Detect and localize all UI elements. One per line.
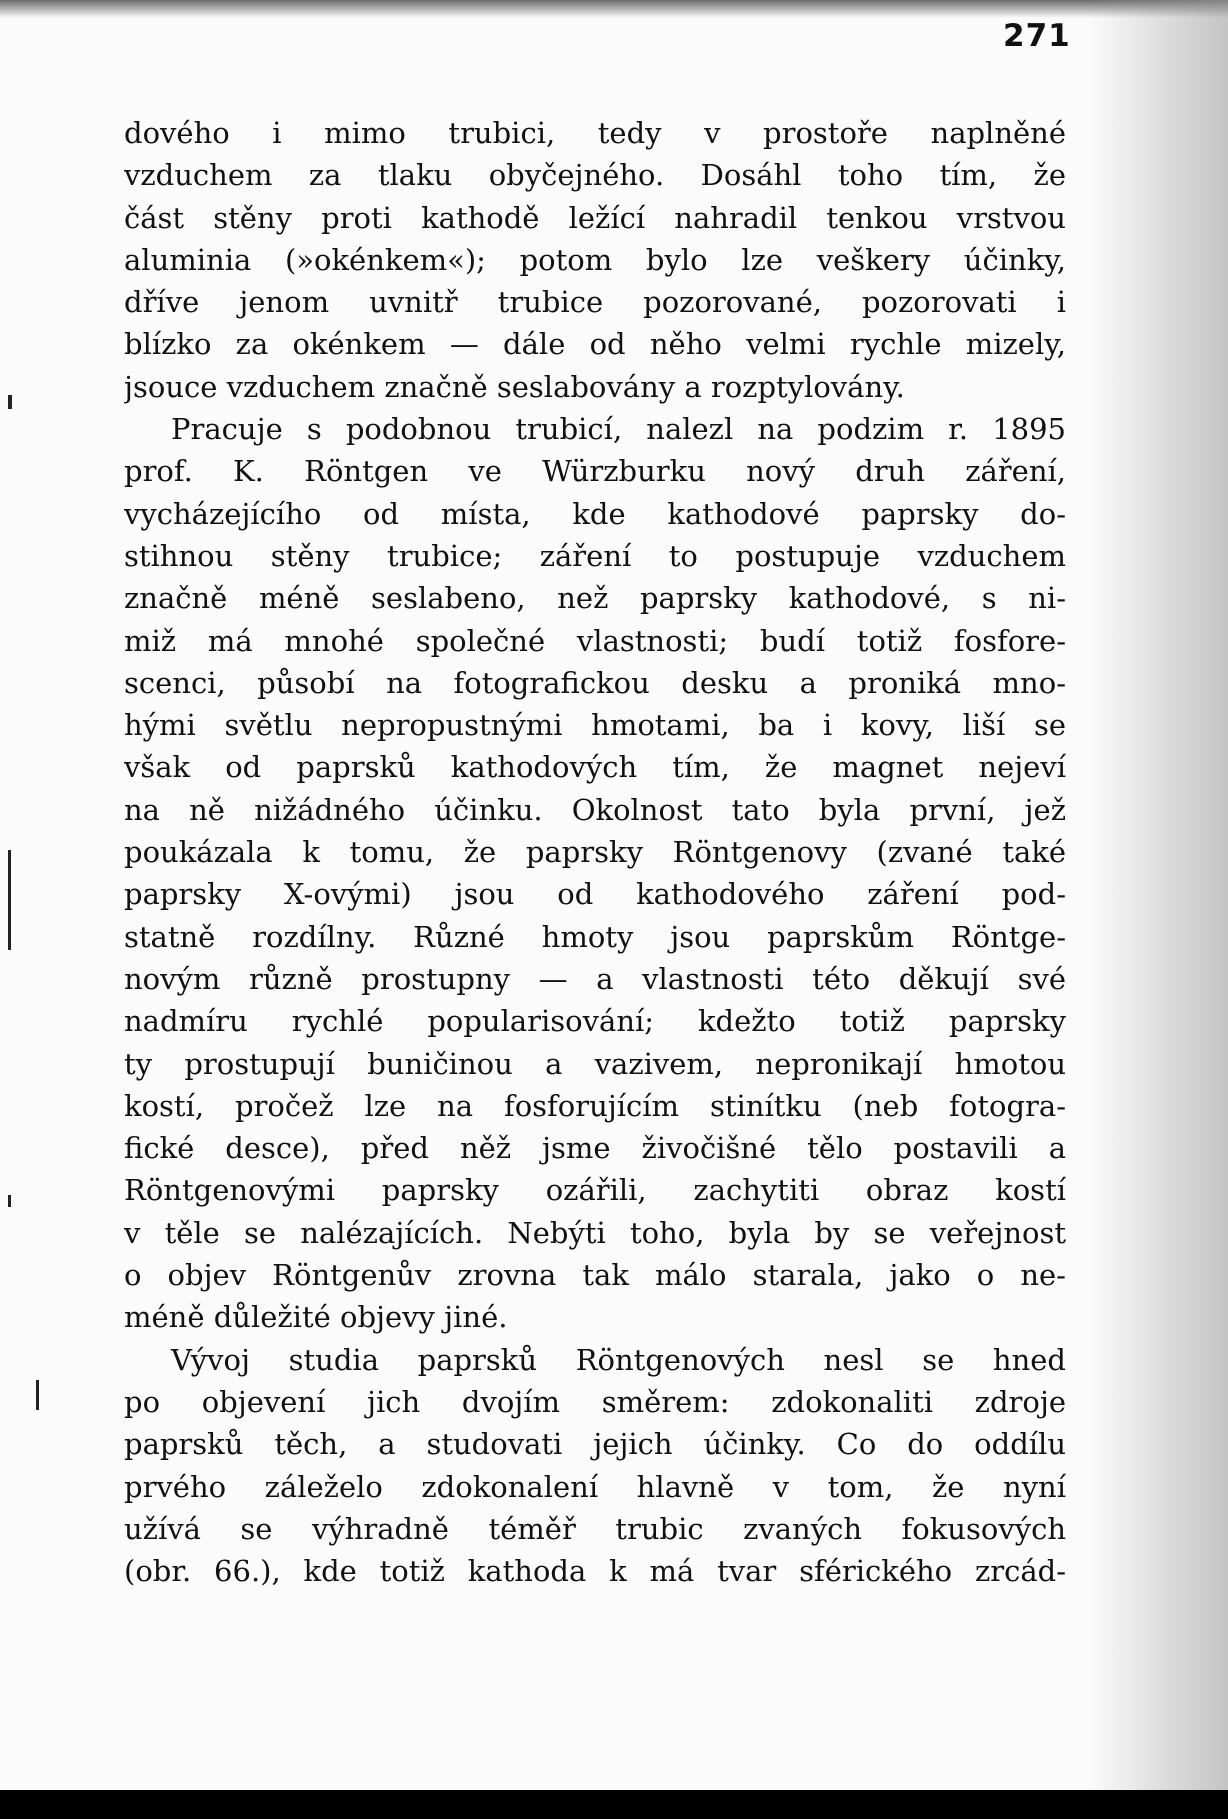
text-line: značně méně seslabeno, než paprsky kathodové, s ni-: [124, 581, 1066, 616]
text-line: dového i mimo trubici, tedy v prostoře naplněné: [124, 116, 1066, 150]
text-line: jsouce vzduchem značně seslabovány a rozptylovány.: [124, 369, 905, 404]
body-text: [124, 112, 1066, 1592]
margin-mark: [36, 1380, 39, 1410]
text-line: Vývoj studia paprsků Röntgenových nesl se hned: [171, 1342, 1066, 1377]
text-line: ty prostupují buničinou a vazivem, nepronikají hmotou: [124, 1046, 1066, 1081]
text-line: po objevení jich dvojím směrem: zdokonaliti zdroje: [124, 1384, 1066, 1419]
scan-shadow-right: [1088, 0, 1228, 1819]
margin-mark: [8, 395, 12, 409]
text-line: fické desce), před něž jsme živočišné tělo postavili a: [124, 1131, 1066, 1166]
text-line: vzduchem za tlaku obyčejného. Dosáhl toho tím, že: [124, 158, 1066, 193]
text-line: (obr. 66.), kde totiž kathoda k má tvar sférického zrcád-: [124, 1554, 1066, 1589]
text-line: aluminia (»okénkem«); potom bylo lze veškery účinky,: [124, 242, 1066, 277]
text-line: Pracuje s podobnou trubicí, nalezl na podzim r. 1895: [171, 412, 1066, 447]
text-line: scenci, působí na fotografickou desku a proniká mno-: [124, 665, 1066, 700]
text-line: na ně nižádného účinku. Okolnost tato byla první, jež: [124, 792, 1066, 827]
text-line: dříve jenom uvnitř trubice pozorované, pozorovati i: [124, 285, 1066, 320]
text-line: poukázala k tomu, že paprsky Röntgenovy (zvané také: [124, 835, 1066, 870]
text-line: novým různě prostupny — a vlastnosti této děkují své: [124, 961, 1066, 996]
text-line: paprsky X-ovými) jsou od kathodového záření pod-: [124, 877, 1066, 912]
text-line: vycházejícího od místa, kde kathodové paprsky do-: [124, 496, 1066, 531]
text-line: statně rozdílny. Různé hmoty jsou paprskům Röntge-: [124, 919, 1066, 954]
text-line: Röntgenovými paprsky ozářili, zachytiti obraz kostí: [124, 1173, 1066, 1208]
text-line: o objev Röntgenův zrovna tak málo starala, jako o ne-: [124, 1258, 1066, 1293]
text-line: prvého záleželo zdokonalení hlavně v tom, že nyní: [124, 1469, 1066, 1504]
text-line: v těle se nalézajících. Nebýti toho, byla by se veřejnost: [124, 1215, 1066, 1250]
text-line: blízko za okénkem — dále od něho velmi rychle mizely,: [124, 327, 1066, 362]
text-line: část stěny proti kathodě ležící nahradil tenkou vrstvou: [124, 200, 1066, 235]
margin-mark: [8, 850, 11, 950]
text-line: užívá se výhradně téměř trubic zvaných fokusových: [124, 1511, 1066, 1546]
text-line: nadmíru rychlé popularisování; kdežto totiž paprsky: [124, 1004, 1066, 1039]
text-line: hými světlu nepropustnými hmotami, ba i kovy, liší se: [124, 708, 1066, 743]
scan-shadow-top: [0, 0, 1228, 18]
text-line: prof. K. Röntgen ve Würzburku nový druh záření,: [124, 454, 1066, 489]
scan-edge-bottom: [0, 1790, 1228, 1819]
text-line: méně důležité objevy jiné.: [124, 1300, 508, 1335]
text-line: kostí, pročež lze na fosforujícím stinítku (neb fotogra-: [124, 1088, 1066, 1123]
text-line: stihnou stěny trubice; záření to postupuje vzduchem: [124, 538, 1066, 573]
margin-mark: [8, 1195, 11, 1207]
text-line: miž má mnohé společné vlastnosti; budí totiž fosfore-: [124, 623, 1066, 658]
page-number: 271: [1003, 18, 1071, 54]
text-line: však od paprsků kathodových tím, že magnet nejeví: [124, 750, 1066, 785]
text-line: paprsků těch, a studovati jejich účinky. Co do oddílu: [124, 1427, 1066, 1462]
